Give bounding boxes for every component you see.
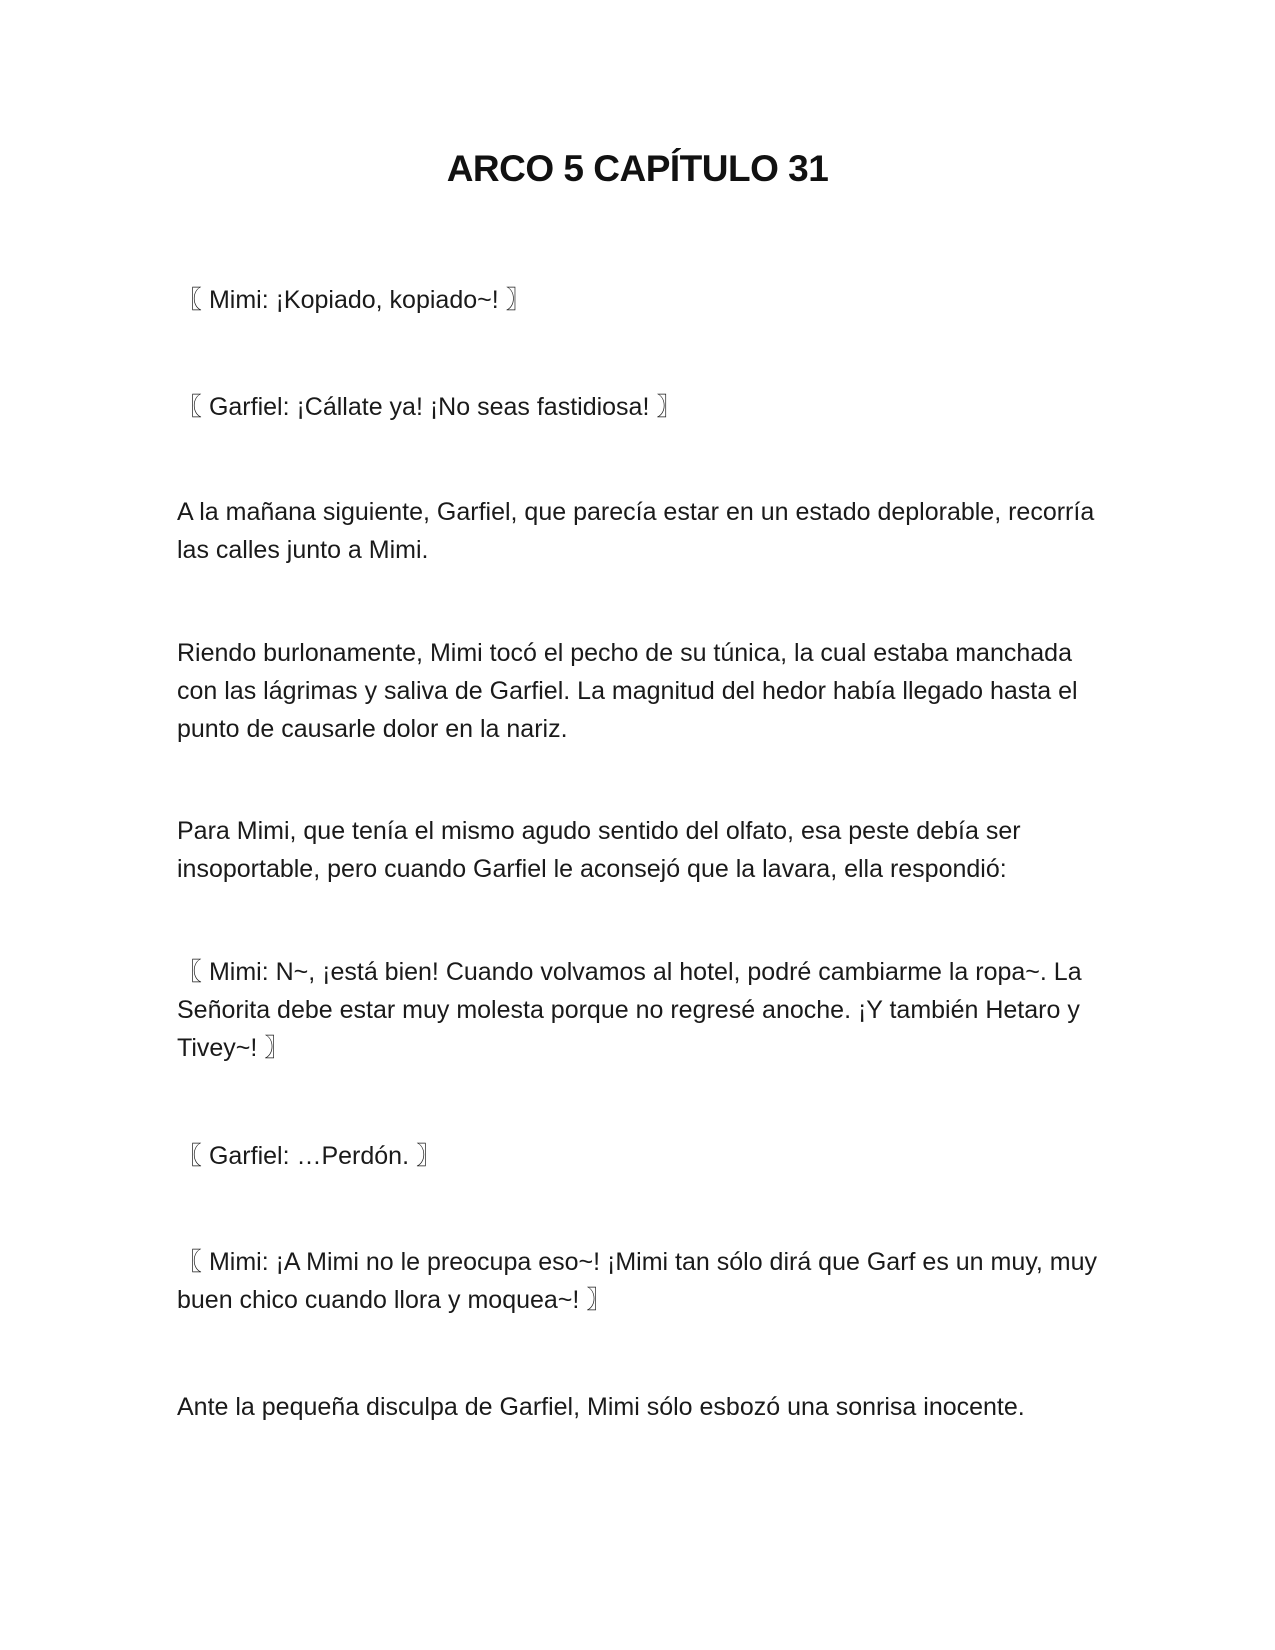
- dialogue-paragraph: 〖 Garfiel: …Perdón. 〗: [177, 1142, 441, 1170]
- narration-paragraph: Ante la pequeña disculpa de Garfiel, Mimi sólo esbozó una sonrisa inocente.: [177, 1393, 1025, 1421]
- chapter-title: ARCO 5 CAPÍTULO 31: [446, 148, 829, 189]
- narration-paragraph: Riendo burlonamente, Mimi tocó el pecho de su túnica, la cual estaba manchada con las lágrimas y saliva de Garfiel. La magnitud del hedor había llegado hasta el punto de causarle dolor en la nariz.: [177, 639, 1078, 743]
- narration-paragraph: A la mañana siguiente, Garfiel, que parecía estar en un estado deplorable, recorría las calles junto a Mimi.: [177, 498, 1095, 564]
- dialogue-paragraph: 〖 Garfiel: ¡Cállate ya! ¡No seas fastidiosa! 〗: [177, 393, 682, 421]
- dialogue-paragraph: 〖 Mimi: ¡Kopiado, kopiado~! 〗: [177, 286, 531, 314]
- dialogue-paragraph: 〖 Mimi: N~, ¡está bien! Cuando volvamos al hotel, podré cambiarme la ropa~. La Señorita debe estar muy molesta porque no regresé anoche. ¡Y también Hetaro y Tivey~! 〗: [177, 958, 1082, 1062]
- dialogue-paragraph: 〖 Mimi: ¡A Mimi no le preocupa eso~! ¡Mimi tan sólo dirá que Garf es un muy, muy buen chico cuando llora y moquea~! 〗: [177, 1248, 1098, 1314]
- narration-paragraph: Para Mimi, que tenía el mismo agudo sentido del olfato, esa peste debía ser insoportable, pero cuando Garfiel le aconsejó que la lavara, ella respondió:: [177, 817, 1021, 883]
